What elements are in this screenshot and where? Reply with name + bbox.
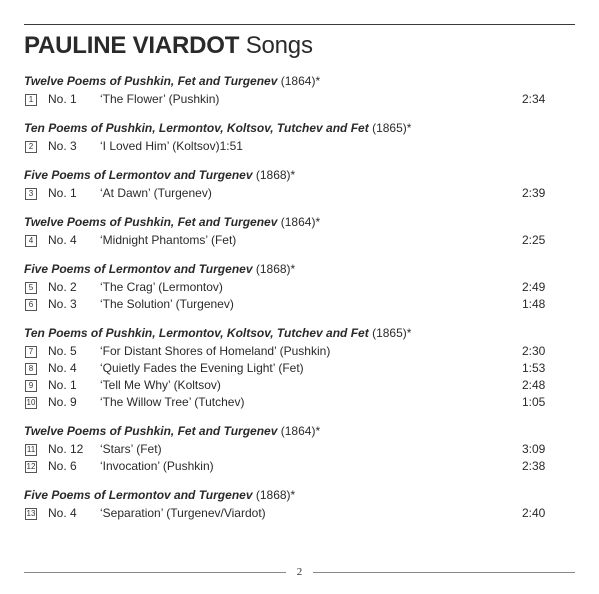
track-duration: 2:39: [522, 186, 546, 200]
track-row: [24, 394, 575, 411]
track-number-box: 10: [26, 398, 36, 407]
work-heading: [24, 326, 575, 340]
work-heading: [24, 74, 575, 88]
work-title: Ten Poems of Pushkin, Lermontov, Koltsov, Tutchev and Fet: [24, 326, 369, 340]
track-row: [24, 138, 575, 155]
song-title: ‘The Flower’ (Pushkin): [100, 92, 220, 106]
track-row: [24, 91, 575, 108]
track-duration: 3:09: [522, 442, 546, 456]
song-number: No. 4: [48, 233, 77, 247]
track-row: [24, 296, 575, 313]
work-title: Twelve Poems of Pushkin, Fet and Turgenev: [24, 215, 278, 229]
work-year: (1868)*: [255, 262, 296, 276]
work-year: (1864)*: [280, 215, 321, 229]
track-number-box: 8: [25, 363, 37, 375]
work-section: [24, 168, 575, 202]
track-row: [24, 441, 575, 458]
track-list: [24, 74, 575, 535]
work-year: (1868)*: [255, 168, 296, 182]
work-heading: [24, 488, 575, 502]
song-number: No. 6: [48, 459, 77, 473]
work-heading: [24, 262, 575, 276]
song-number: No. 3: [48, 297, 77, 311]
song-title: ‘Stars’ (Fet): [100, 442, 162, 456]
work-section: [24, 215, 575, 249]
song-number: No. 4: [48, 361, 77, 375]
work-year: (1864)*: [280, 74, 321, 88]
top-rule: [24, 24, 575, 25]
track-row: [24, 279, 575, 296]
track-number-box: 7: [25, 346, 37, 358]
work-title: Ten Poems of Pushkin, Lermontov, Koltsov, Tutchev and Fet: [24, 121, 369, 135]
track-duration: 2:38: [522, 459, 546, 473]
track-duration: 2:48: [522, 378, 546, 392]
song-title: ‘Tell Me Why’ (Koltsov): [100, 378, 221, 392]
track-row: [24, 232, 575, 249]
track-row: [24, 185, 575, 202]
work-year: (1868)*: [255, 488, 296, 502]
work-section: [24, 262, 575, 313]
page-title: [24, 32, 313, 60]
work-section: [24, 488, 575, 522]
song-title: ‘Separation’ (Turgenev/Viardot): [100, 506, 266, 520]
track-duration: 2:25: [522, 233, 546, 247]
page-footer: [24, 566, 575, 580]
title-subtitle: Songs: [245, 32, 313, 59]
song-title: ‘I Loved Him’ (Koltsov)1:51: [100, 139, 243, 153]
track-number-box: 9: [25, 380, 37, 392]
work-title: Five Poems of Lermontov and Turgenev: [24, 262, 253, 276]
work-section: [24, 121, 575, 155]
track-duration: 2:30: [522, 344, 546, 358]
work-year: (1865)*: [372, 326, 412, 340]
song-number: No. 9: [48, 395, 77, 409]
track-number-box: 2: [25, 141, 37, 153]
track-number-box: 13: [26, 509, 36, 518]
track-duration: 1:53: [522, 361, 546, 375]
work-year: (1865)*: [372, 121, 412, 135]
work-heading: [24, 121, 575, 135]
track-number-box: 12: [26, 462, 36, 471]
song-title: ‘For Distant Shores of Homeland’ (Pushkin): [100, 344, 331, 358]
song-title: ‘Invocation’ (Pushkin): [100, 459, 214, 473]
track-duration: 2:49: [522, 280, 546, 294]
work-title: Five Poems of Lermontov and Turgenev: [24, 168, 253, 182]
track-row: [24, 377, 575, 394]
track-row: [24, 343, 575, 360]
song-number: No. 5: [48, 344, 77, 358]
work-heading: [24, 168, 575, 182]
song-number: No. 12: [48, 442, 84, 456]
track-row: [24, 458, 575, 475]
composer-name: PAULINE VIARDOT: [24, 32, 240, 59]
song-number: No. 3: [48, 139, 77, 153]
track-duration: 1:48: [522, 297, 546, 311]
track-row: [24, 505, 575, 522]
work-title: Twelve Poems of Pushkin, Fet and Turgenev: [24, 74, 278, 88]
song-title: ‘The Crag’ (Lermontov): [100, 280, 223, 294]
song-title: ‘Quietly Fades the Evening Light’ (Fet): [100, 361, 304, 375]
page-number: 2: [296, 566, 303, 578]
track-duration: 2:40: [522, 506, 546, 520]
song-number: No. 1: [48, 186, 77, 200]
song-title: ‘The Solution’ (Turgenev): [100, 297, 234, 311]
work-heading: [24, 215, 575, 229]
work-heading: [24, 424, 575, 438]
track-number-box: 5: [25, 282, 37, 294]
track-number-box: 1: [25, 94, 37, 106]
work-title: Five Poems of Lermontov and Turgenev: [24, 488, 253, 502]
track-number-box: 3: [25, 188, 37, 200]
work-section: [24, 326, 575, 411]
song-number: No. 4: [48, 506, 77, 520]
track-number-box: 6: [25, 299, 37, 311]
work-year: (1864)*: [280, 424, 321, 438]
work-title: Twelve Poems of Pushkin, Fet and Turgenev: [24, 424, 278, 438]
track-duration: 1:05: [522, 395, 546, 409]
song-number: No. 2: [48, 280, 77, 294]
track-number-box: 11: [26, 445, 36, 454]
track-duration: 2:34: [522, 92, 546, 106]
song-title: ‘Midnight Phantoms’ (Fet): [100, 233, 237, 247]
song-title: ‘At Dawn’ (Turgenev): [100, 186, 212, 200]
song-number: No. 1: [48, 92, 77, 106]
footer-rule-right: [313, 572, 575, 573]
song-number: No. 1: [48, 378, 77, 392]
work-section: [24, 424, 575, 475]
track-number-box: 4: [25, 235, 37, 247]
song-title: ‘The Willow Tree’ (Tutchev): [100, 395, 245, 409]
work-section: [24, 74, 575, 108]
track-row: [24, 360, 575, 377]
